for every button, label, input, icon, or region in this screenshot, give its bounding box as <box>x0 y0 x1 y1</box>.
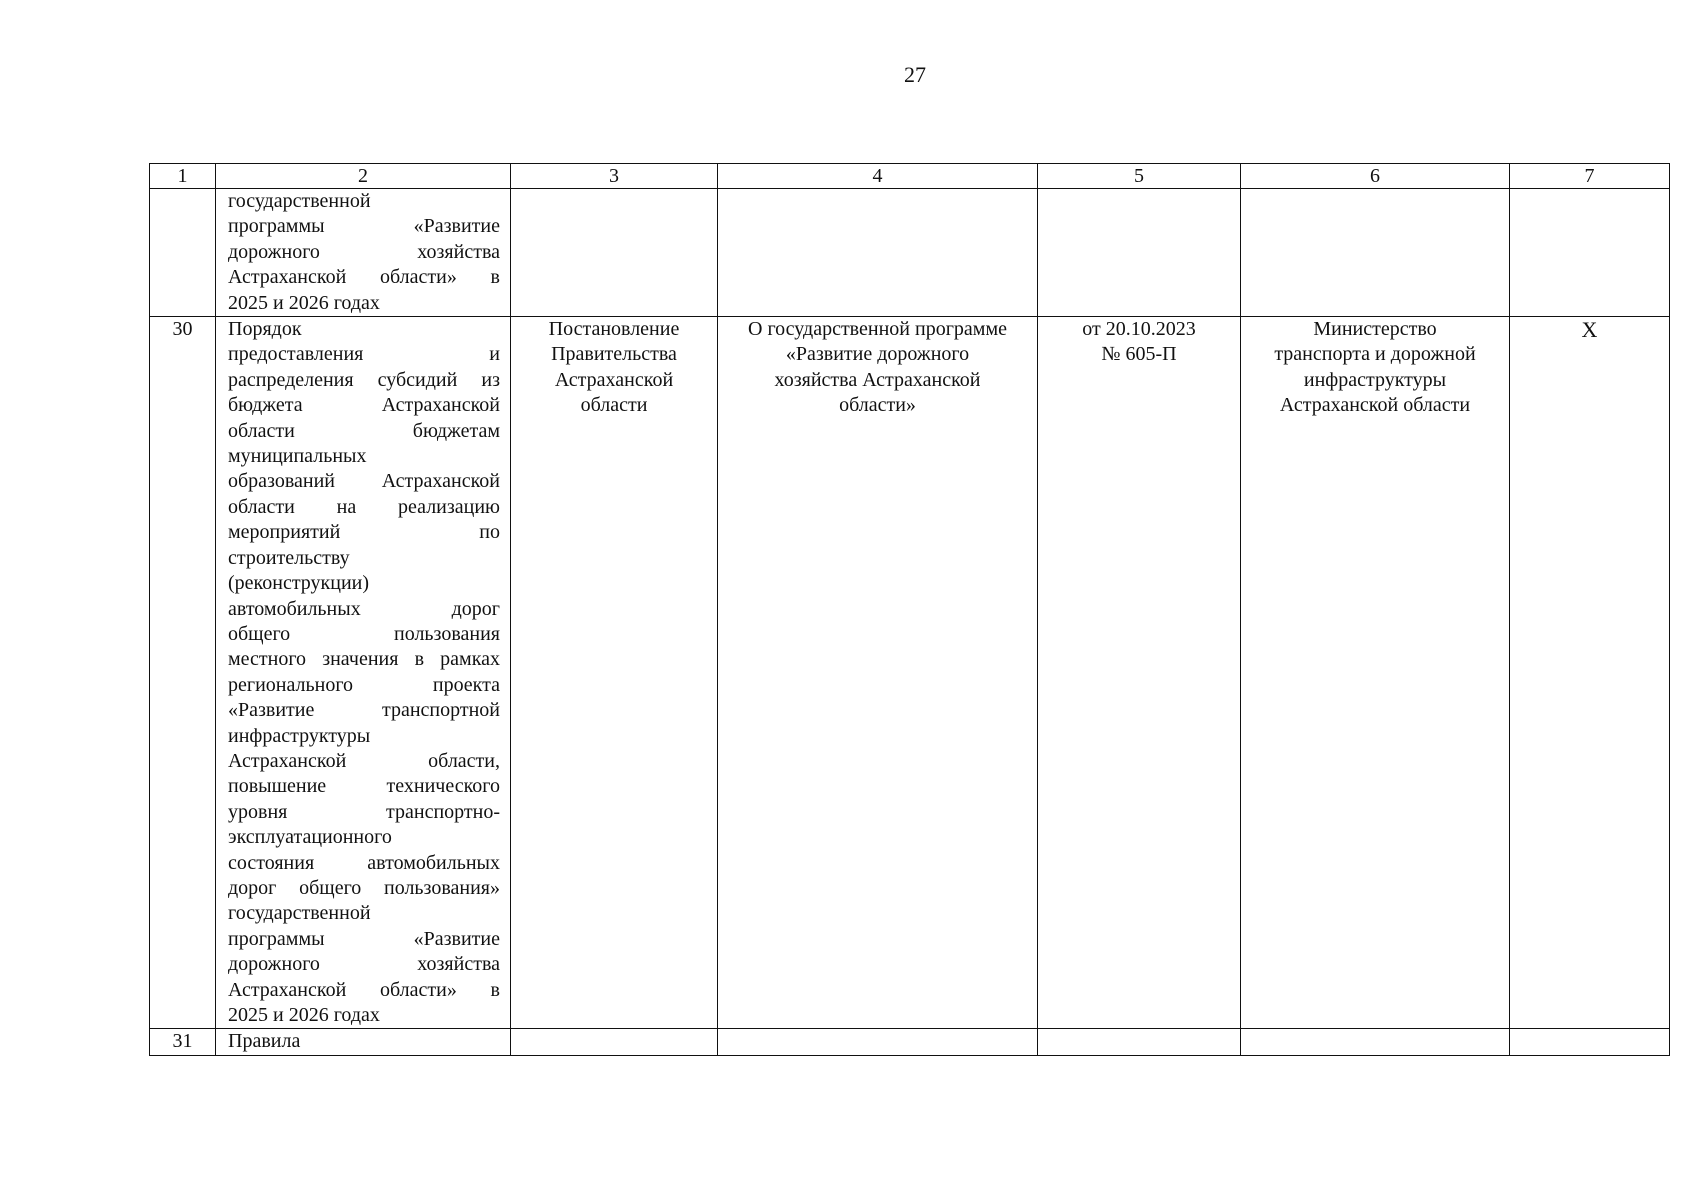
text-line: местного значения в рамках <box>228 648 500 671</box>
act-type-cell <box>511 1029 718 1055</box>
text-line: транспорта и дорожной <box>1274 343 1476 366</box>
table-row-continuation <box>150 189 1670 317</box>
document-title-cell <box>216 317 511 1029</box>
act-name-cell <box>718 1029 1038 1055</box>
column-header-5: 5 <box>1038 164 1241 189</box>
act-type-cell <box>511 317 718 1029</box>
act-name-cell <box>718 317 1038 1029</box>
act-date-cell <box>1038 1029 1241 1055</box>
act-type-cell <box>511 189 718 317</box>
column-header-7: 7 <box>1510 164 1670 189</box>
text-line: области на реализацию <box>228 495 500 518</box>
legal-acts-table <box>149 163 1670 1056</box>
page-number: 27 <box>904 62 926 87</box>
column-header-1: 1 <box>150 164 216 189</box>
text-line: Порядок <box>228 318 302 341</box>
text-line: автомобильных дорог <box>228 597 500 620</box>
row-number: 31 <box>150 1029 216 1055</box>
document-title-cell: Правила <box>216 1029 511 1055</box>
text-line: инфраструктуры <box>228 724 371 747</box>
mark-cell <box>1510 189 1670 317</box>
text-line: области» <box>839 394 916 417</box>
responsible-body-cell <box>1241 189 1510 317</box>
table-row-30 <box>150 317 1670 1029</box>
text-line: программы «Развитие <box>228 215 500 238</box>
text-line: регионального проекта <box>228 673 500 696</box>
row-number: 30 <box>150 317 216 1029</box>
text-line: состояния автомобильных <box>228 851 500 874</box>
text-line: мероприятий по <box>228 521 500 544</box>
text-line: от 20.10.2023 <box>1082 318 1196 341</box>
text-line: Астраханской области» в <box>228 978 500 1001</box>
text-line: предоставления и <box>228 343 500 366</box>
column-header-4: 4 <box>718 164 1038 189</box>
text-line: О государственной программе <box>748 318 1007 341</box>
text-line: «Развитие транспортной <box>228 699 500 722</box>
text-line: эксплуатационного <box>228 826 392 849</box>
row-number <box>150 189 216 317</box>
mark-cell: Х <box>1510 317 1670 1029</box>
column-header-6: 6 <box>1241 164 1510 189</box>
text-line: инфраструктуры <box>1303 368 1447 391</box>
column-header-2: 2 <box>216 164 511 189</box>
text-line: хозяйства Астраханской <box>774 368 981 391</box>
column-number-row <box>150 164 1670 189</box>
text-line: дорожного хозяйства <box>228 240 500 263</box>
text-line: образований Астраханской <box>228 470 500 493</box>
text-line: области <box>580 394 648 417</box>
text-line: государственной <box>228 190 371 212</box>
act-date-cell <box>1038 189 1241 317</box>
text-line: Постановление <box>548 318 680 341</box>
act-name-cell <box>718 189 1038 317</box>
text-line: № 605-П <box>1101 343 1177 366</box>
text-line: общего пользования <box>228 622 500 645</box>
text-line: Астраханской области, <box>228 749 500 772</box>
text-line: Астраханской области» в <box>228 266 500 289</box>
text-line: 2025 и 2026 годах <box>228 291 380 314</box>
text-line: повышение технического <box>228 775 500 798</box>
text-line: муниципальных <box>228 445 367 468</box>
column-header-3: 3 <box>511 164 718 189</box>
text-line: дорожного хозяйства <box>228 953 500 976</box>
text-line: дорог общего пользования» <box>228 876 500 899</box>
text-line: бюджета Астраханской <box>228 394 500 417</box>
text-line: Министерство <box>1313 318 1437 341</box>
text-line: Правительства <box>551 343 677 366</box>
document-title-cell <box>216 189 511 317</box>
mark-cell <box>1510 1029 1670 1055</box>
responsible-body-cell <box>1241 1029 1510 1055</box>
text-line: строительству <box>228 546 350 569</box>
text-line: государственной <box>228 902 371 925</box>
act-date-cell <box>1038 317 1241 1029</box>
responsible-body-cell <box>1241 317 1510 1029</box>
text-line: распределения субсидий из <box>228 368 500 391</box>
text-line: Астраханской области <box>1279 394 1471 417</box>
text-line: (реконструкции) <box>228 572 370 595</box>
text-line: программы «Развитие <box>228 927 500 950</box>
text-line: «Развитие дорожного <box>785 343 970 366</box>
text-line: Астраханской <box>554 368 674 391</box>
table-row-31 <box>150 1029 1670 1055</box>
text-line: 2025 и 2026 годах <box>228 1004 380 1026</box>
text-line: области бюджетам <box>228 419 500 442</box>
text-line: уровня транспортно- <box>228 800 500 823</box>
